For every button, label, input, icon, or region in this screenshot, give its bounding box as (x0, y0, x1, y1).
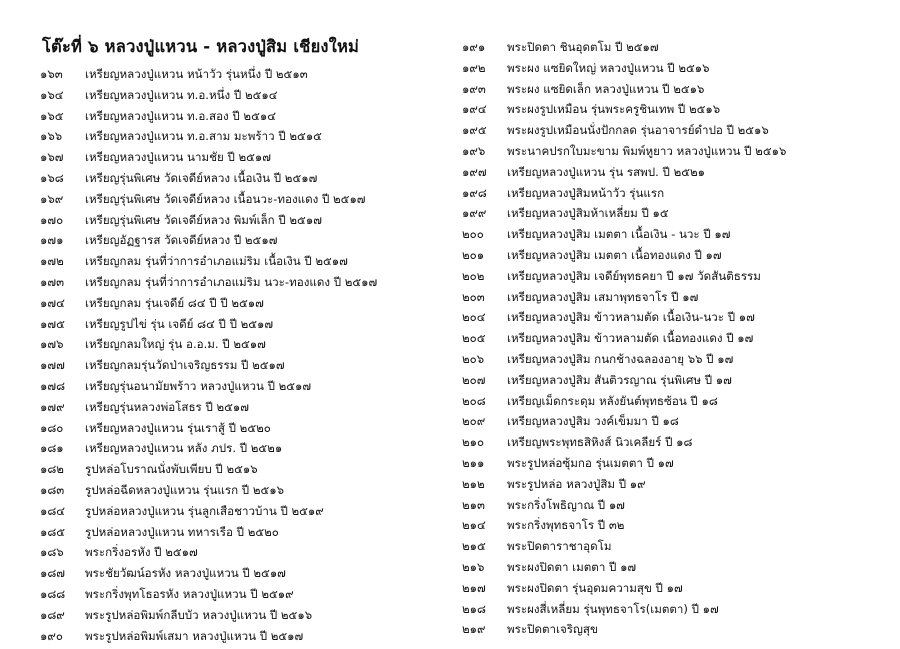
list-item (462, 245, 786, 266)
list-item (462, 370, 786, 391)
item-text: เหรียญหลวงปู่แหวน หลัง ภปร. ปี ๒๕๒๑ (85, 441, 283, 456)
item-number: ๑๗๐ (40, 212, 64, 227)
item-text: เหรียญอัฏฐารส วัดเจดีย์หลวง ปี ๒๕๑๗ (85, 233, 278, 248)
list-item (40, 563, 377, 584)
list-item (40, 85, 377, 106)
item-text: เหรียญหลวงปู่สิม เมตตา เนื้อทองแดง ปี ๑๗ (507, 247, 722, 262)
item-text: พระนาคปรกใบมะขาม พิมพ์หูยาว หลวงปู่แหวน ปี ๒๕๑๖ (507, 143, 787, 158)
list-item (462, 328, 786, 349)
list-item (40, 501, 377, 522)
item-number: ๒๐๔ (462, 310, 486, 325)
item-text: เหรียญพระพุทธสิหิงส์ นิวเคลียร์ ปี ๑๘ (507, 435, 693, 450)
list-item (40, 230, 377, 251)
item-number: ๑๘๓ (40, 482, 65, 497)
item-text: พระผงสี่เหลี่ยม รุ่นพุทธจาโร(เมตตา) ปี ๑๗ (507, 601, 719, 616)
list-item (462, 515, 786, 536)
item-number: ๒๑๘ (462, 601, 486, 616)
item-text: เหรียญหลวงปู่สิม เสมาพุทธจาโร ปี ๑๗ (507, 289, 699, 304)
item-text: เหรียญรุ่นพิเศษ วัดเจดีย์หลวง พิมพ์เล็ก ปี ๒๕๑๗ (85, 212, 322, 227)
item-number: ๑๖๓ (40, 67, 63, 81)
item-text: เหรียญหลวงปู่แหวน รุ่นเราสู้ ปี ๒๕๒๐ (85, 420, 271, 435)
list-item (40, 459, 377, 480)
item-number: ๑๙๐ (40, 628, 63, 643)
item-text: รูปหล่อโบราณนั่งพับเพียบ ปี ๒๕๑๖ (85, 462, 258, 477)
item-text: เหรียญหลวงปู่สิม เมตตา เนื้อเงิน - นวะ ปี ๑๗ (507, 227, 731, 242)
list-item (40, 438, 377, 459)
item-text: เหรียญหลวงปู่สิมหน้าวัว รุ่นแรก (507, 185, 665, 200)
list-item (40, 168, 377, 189)
list-item (462, 599, 786, 620)
item-text: พระกริ่งอรหัง ปี ๒๕๑๗ (85, 545, 198, 560)
list-item (462, 287, 786, 308)
item-text: เหรียญหลวงปู่สิม ข้าวหลามตัด เนื้อทองแดง ปี ๑๗ (507, 331, 754, 346)
item-number: ๒๑๑ (462, 455, 485, 470)
item-number: ๑๗๑ (40, 233, 64, 248)
list-item (40, 189, 377, 210)
list-item (462, 120, 786, 141)
item-number: ๑๘๖ (40, 545, 64, 560)
item-number: ๒๑๖ (462, 559, 485, 574)
item-text: เหรียญหลวงปู่แหวน ท.อ.สอง ปี ๒๕๑๔ (85, 108, 276, 123)
item-number: ๒๑๕ (462, 539, 486, 554)
item-number: ๑๘๘ (40, 586, 66, 601)
item-number: ๒๐๗ (462, 372, 486, 387)
item-text: รูปหล่อหลวงปู่แหวน ทหารเรือ ปี ๒๕๒๐ (85, 524, 279, 539)
item-number: ๑๘๔ (40, 503, 66, 518)
item-text: พระชัยวัฒน์อรหัง หลวงปู่แหวน ปี ๒๕๑๗ (85, 566, 286, 581)
list-item (462, 474, 786, 495)
item-number: ๒๐๙ (462, 414, 486, 429)
list-item (462, 99, 786, 120)
item-text: พระรูปหล่อ หลวงปู่สิม ปี ๑๙ (507, 476, 646, 491)
list-item (40, 64, 377, 85)
list-item (462, 183, 786, 204)
item-number: ๑๙๘ (462, 185, 487, 200)
list-item (462, 141, 786, 162)
item-number: ๑๗๕ (40, 316, 65, 331)
list-item (462, 37, 786, 58)
item-text: เหรียญรูปไข่ รุ่น เจดีย์ ๘๔ ปี ปี ๒๕๑๗ (85, 316, 274, 331)
item-text: พระรูปหล่อซุ้มกอ รุ่นเมตตา ปี ๑๗ (507, 455, 674, 470)
list-item (462, 411, 786, 432)
item-number: ๑๖๗ (40, 150, 64, 165)
item-text: พระผงปิดตา รุ่นอุดมความสุข ปี ๑๗ (507, 580, 683, 595)
item-number: ๑๖๔ (40, 87, 64, 102)
item-number: ๒๑๐ (462, 435, 485, 450)
item-text: พระปิดตาเจริญสุข (507, 622, 598, 637)
item-number: ๑๖๘ (40, 170, 64, 185)
item-number: ๑๗๖ (40, 337, 64, 352)
list-item (462, 578, 786, 599)
list-item (462, 432, 786, 453)
list-item (40, 376, 377, 397)
item-number: ๒๐๑ (462, 247, 485, 262)
item-text: เหรียญกลมใหญ่ รุ่น อ.อ.ม. ปี ๒๕๑๗ (85, 337, 266, 352)
list-item (40, 584, 377, 605)
item-number: ๒๑๗ (462, 580, 486, 595)
list-item (462, 536, 786, 557)
item-number: ๑๖๙ (40, 191, 64, 206)
item-number: ๒๐๖ (462, 351, 485, 366)
item-text: พระกริ่งโพธิญาณ ปี ๑๗ (507, 497, 625, 512)
item-text: เหรียญหลวงปู่แหวน หน้าวัว รุ่นหนึ่ง ปี ๒๕๑๓ (85, 67, 308, 81)
list-item (40, 147, 377, 168)
list-item (40, 106, 377, 127)
item-text: เหรียญหลวงปู่แหวน รุ่น รสพป. ปี ๒๕๒๑ (507, 164, 705, 179)
item-number: ๑๖๕ (40, 108, 64, 123)
list-item (40, 626, 377, 647)
list-item (40, 418, 377, 439)
item-text: พระผง แซยิดเล็ก หลวงปู่แหวน ปี ๒๕๑๖ (507, 81, 705, 96)
item-number: ๑๗๙ (40, 399, 65, 414)
item-number: ๒๑๒ (462, 476, 485, 491)
item-number: ๒๐๐ (462, 227, 484, 242)
item-text: พระปิดตา ชินอุดตโม ปี ๒๕๑๗ (507, 40, 659, 54)
item-text: เหรียญรุ่นพิเศษ วัดเจดีย์หลวง เนื้อเงิน ปี ๒๕๑๗ (85, 170, 318, 185)
left-column-list (40, 64, 377, 646)
item-text: เหรียญหลวงปู่สิม สันติวรญาณ รุ่นพิเศษ ปี ๑๗ (507, 372, 732, 387)
list-item (462, 495, 786, 516)
item-text: เหรียญรุ่นอนามัยพร้าว หลวงปู่แหวน ปี ๒๕๑๗ (85, 378, 312, 393)
item-text: เหรียญหลวงปู่สิมห้าเหลี่ยม ปี ๑๕ (507, 206, 669, 221)
item-text: พระกริ่งพุทโธอรหัง หลวงปู่แหวน ปี ๒๕๑๙ (85, 586, 294, 601)
list-item (40, 314, 377, 335)
item-number: ๑๙๙ (462, 206, 487, 221)
item-number: ๒๐๕ (462, 331, 486, 346)
list-item (462, 349, 786, 370)
page-title: โต๊ะที่ ๖ หลวงปู่แหวน - หลวงปู่สิม เชียงใหม่ (42, 37, 360, 56)
list-item (40, 126, 377, 147)
item-text: พระรูปหล่อพิมพ์กลีบบัว หลวงปู่แหวน ปี ๒๕๑๖ (85, 607, 313, 622)
list-item (40, 480, 377, 501)
item-text: พระผงรูปเหมือน รุ่นพระครูชินเทพ ปี ๒๕๑๖ (507, 102, 721, 117)
item-number: ๑๙๔ (462, 102, 487, 117)
item-text: เหรียญหลวงปู่สิม เจดีย์พุทธคยา ปี ๑๗ วัดสันติธรรม (507, 268, 761, 283)
list-item (40, 334, 377, 355)
item-number: ๑๗๘ (40, 378, 66, 393)
list-item (40, 293, 377, 314)
item-text: เหรียญหลวงปู่แหวน ท.อ.หนึ่ง ปี ๒๕๑๔ (85, 87, 278, 102)
item-text: พระปิดตาราชาอุดโม (507, 539, 612, 554)
item-number: ๑๗๓ (40, 274, 65, 289)
list-item (40, 355, 377, 376)
item-number: ๑๗๒ (40, 254, 64, 269)
item-number: ๒๑๔ (462, 518, 486, 533)
list-item (40, 542, 377, 563)
item-number: ๑๙๓ (462, 81, 486, 96)
list-item (462, 58, 786, 79)
item-number: ๒๑๓ (462, 497, 485, 512)
list-item (462, 224, 786, 245)
list-item (462, 162, 786, 183)
item-number: ๑๗๔ (40, 295, 65, 310)
list-item (40, 210, 377, 231)
item-text: เหรียญกลม รุ่นที่ว่าการอำเภอแม่ริม เนื้อเงิน ปี ๒๕๑๗ (85, 254, 348, 269)
item-number: ๑๙๑ (462, 40, 486, 54)
item-number: ๑๙๒ (462, 60, 486, 75)
list-item (462, 619, 786, 640)
item-number: ๑๘๕ (40, 524, 66, 539)
item-number: ๑๘๒ (40, 462, 64, 477)
item-text: เหรียญกลม รุ่นที่ว่าการอำเภอแม่ริม นวะ-ทองแดง ปี ๒๕๑๗ (85, 274, 378, 289)
list-item (462, 79, 786, 100)
item-text: เหรียญหลวงปู่สิม วงค์เข็มมา ปี ๑๘ (507, 414, 679, 429)
item-text: พระผง แซยิดใหญ่ หลวงปู่แหวน ปี ๒๕๑๖ (507, 60, 710, 75)
list-item (40, 251, 377, 272)
item-number: ๑๘๐ (40, 420, 64, 435)
list-item (462, 266, 786, 287)
list-item (462, 557, 786, 578)
item-number: ๒๐๘ (462, 393, 486, 408)
list-item (462, 203, 786, 224)
item-number: ๒๐๓ (462, 289, 485, 304)
item-text: รูปหล่อหลวงปู่แหวน รุ่นลูกเสือชาวบ้าน ปี ๒๕๑๙ (85, 503, 324, 518)
item-text: พระกริ่งพุทธจาโร ปี ๓๒ (507, 518, 625, 533)
item-number: ๑๘๑ (40, 441, 64, 456)
item-text: เหรียญเม็ดกระดุม หลังยันต์พุทธซ้อน ปี ๑๘ (507, 393, 718, 408)
item-number: ๑๖๖ (40, 129, 63, 144)
right-column-list (462, 37, 786, 640)
list-item (40, 605, 377, 626)
item-text: เหรียญหลวงปู่สิม ข้าวหลามตัด เนื้อเงิน-นวะ ปี ๑๗ (507, 310, 755, 325)
item-number: ๑๙๗ (462, 164, 487, 179)
list-item (462, 391, 786, 412)
item-number: ๒๐๒ (462, 268, 485, 283)
item-number: ๒๑๙ (462, 622, 486, 637)
item-text: พระผงปิดตา เมตตา ปี ๑๗ (507, 559, 637, 574)
item-number: ๑๙๕ (462, 123, 487, 138)
list-item (40, 522, 377, 543)
list-item (40, 397, 377, 418)
item-text: พระรูปหล่อพิมพ์เสมา หลวงปู่แหวน ปี ๒๕๑๗ (85, 628, 304, 643)
item-number: ๑๘๙ (40, 607, 65, 622)
item-text: เหรียญกลม รุ่นเจดีย์ ๘๔ ปี ปี ๒๕๑๗ (85, 295, 264, 310)
item-number: ๑๙๖ (462, 143, 486, 158)
list-item (40, 272, 377, 293)
item-text: เหรียญกลมรุ่นวัดป่าเจริญธรรม ปี ๒๕๑๗ (85, 358, 285, 373)
list-item (462, 307, 786, 328)
item-number: ๑๗๗ (40, 358, 65, 373)
item-text: เหรียญรุ่นพิเศษ วัดเจดีย์หลวง เนื้อนวะ-ทองแดง ปี ๒๕๑๗ (85, 191, 366, 206)
item-text: พระผงรูปเหมือนนั่งปักกลด รุ่นอาจารย์ดำปอ ปี ๒๕๑๖ (507, 123, 769, 138)
list-item (462, 453, 786, 474)
item-text: เหรียญหลวงปู่สิม กนกช้างฉลองอายุ ๖๖ ปี ๑๗ (507, 351, 734, 366)
item-text: เหรียญหลวงปู่แหวน นามชัย ปี ๒๕๑๗ (85, 150, 271, 165)
item-text: เหรียญหลวงปู่แหวน ท.อ.สาม มะพร้าว ปี ๒๕๑๕ (85, 129, 322, 144)
item-text: รูปหล่อฉีดหลวงปู่แหวน รุ่นแรก ปี ๒๕๑๖ (85, 482, 284, 497)
item-text: เหรียญรุ่นหลวงพ่อโสธร ปี ๒๕๑๗ (85, 399, 250, 414)
item-number: ๑๘๗ (40, 566, 66, 581)
